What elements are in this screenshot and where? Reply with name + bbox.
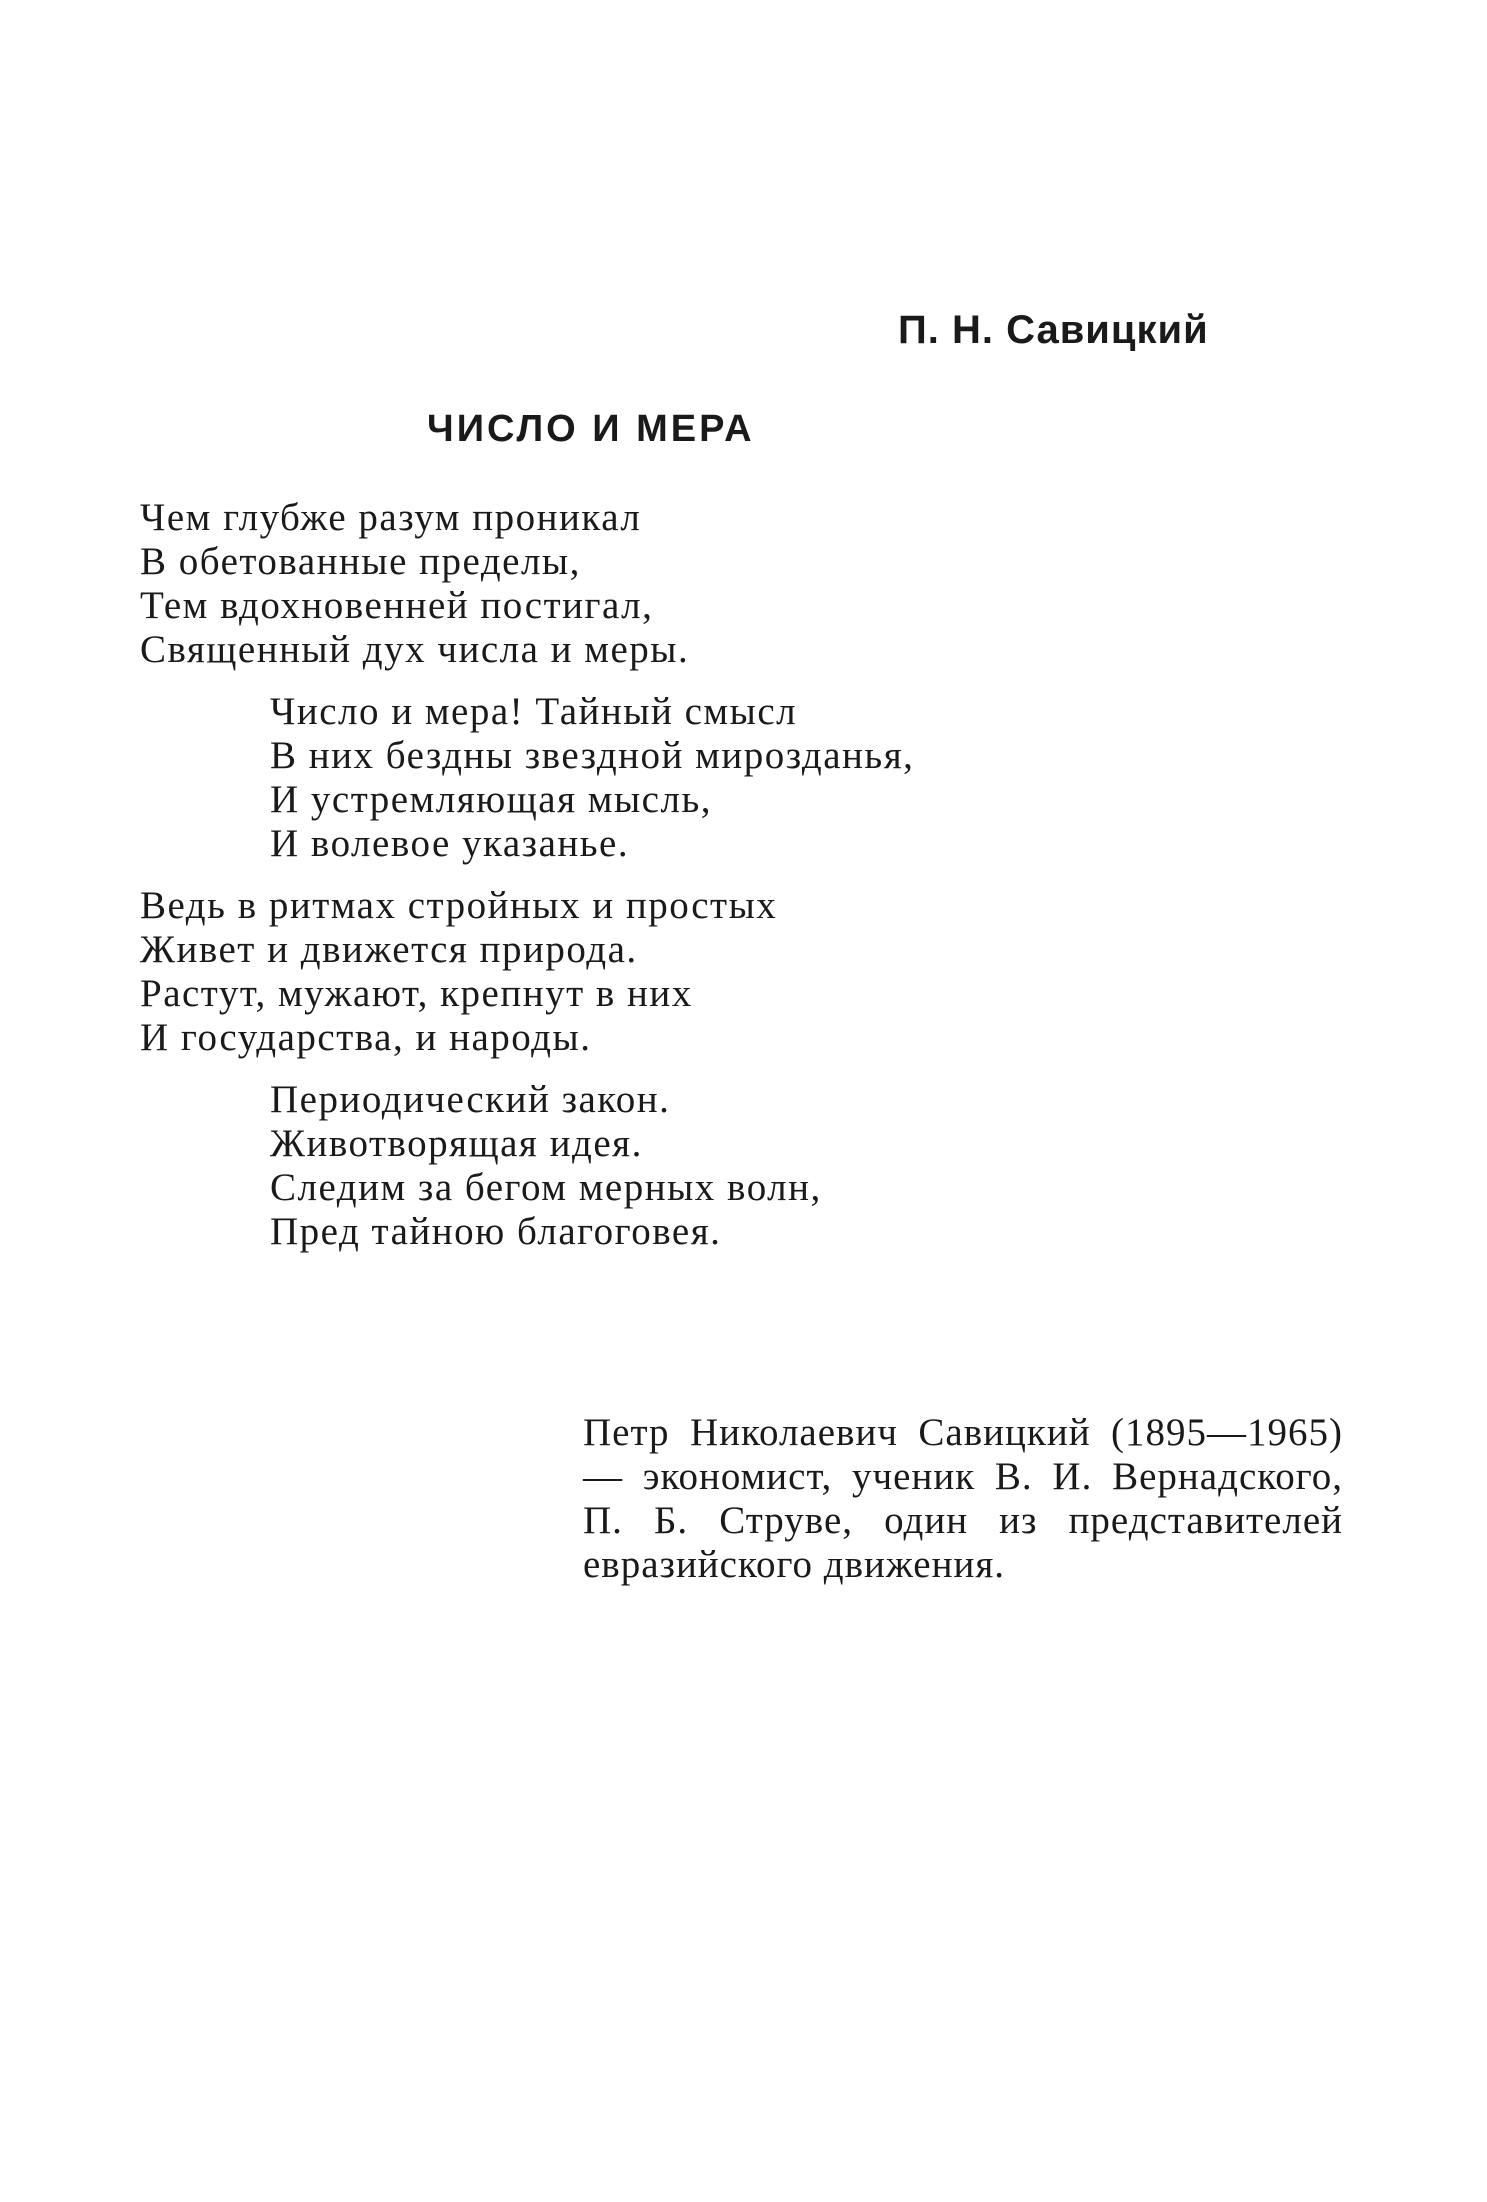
stanza [270, 1078, 822, 1254]
poem-line: Ведь в ритмах стройных и простых [140, 884, 778, 927]
poem-line: Тем вдохновенней постигал, [140, 584, 654, 627]
poem-line: Пред тайною благоговея. [270, 1210, 722, 1253]
poem-line: Следим за бегом мерных волн, [270, 1166, 822, 1209]
poem-line: Периодический закон. [270, 1078, 671, 1121]
stanza [140, 884, 777, 1060]
poem-line: Живет и движется природа. [140, 928, 638, 971]
biographical-note: Петр Николаевич Савицкий (1895—1965) — экономист, ученик В. И. Вернадского, П. Б. Струве, один из представителей евразийского движения. [583, 1411, 1343, 1586]
poem-line: И государства, и народы. [140, 1016, 592, 1059]
author-name: П. Н. Савицкий [898, 308, 1209, 352]
poem-line: Растут, мужают, крепнут в них [140, 972, 693, 1015]
poem-line: И устремляющая мысль, [270, 778, 712, 821]
stanza [140, 496, 689, 672]
poem-line: В обетованные пределы, [140, 540, 581, 583]
poem-line: И волевое указанье. [270, 822, 630, 865]
stanza [270, 690, 914, 866]
poem-line: Чем глубже разум проникал [140, 496, 642, 539]
poem-title: ЧИСЛО И МЕРА [427, 408, 755, 450]
poem-line: Животворящая идея. [270, 1122, 643, 1165]
poem-line: Число и мера! Тайный смысл [270, 690, 798, 733]
poem-line: В них бездны звездной мирозданья, [270, 734, 915, 777]
poem-line: Священный дух числа и меры. [140, 628, 690, 671]
